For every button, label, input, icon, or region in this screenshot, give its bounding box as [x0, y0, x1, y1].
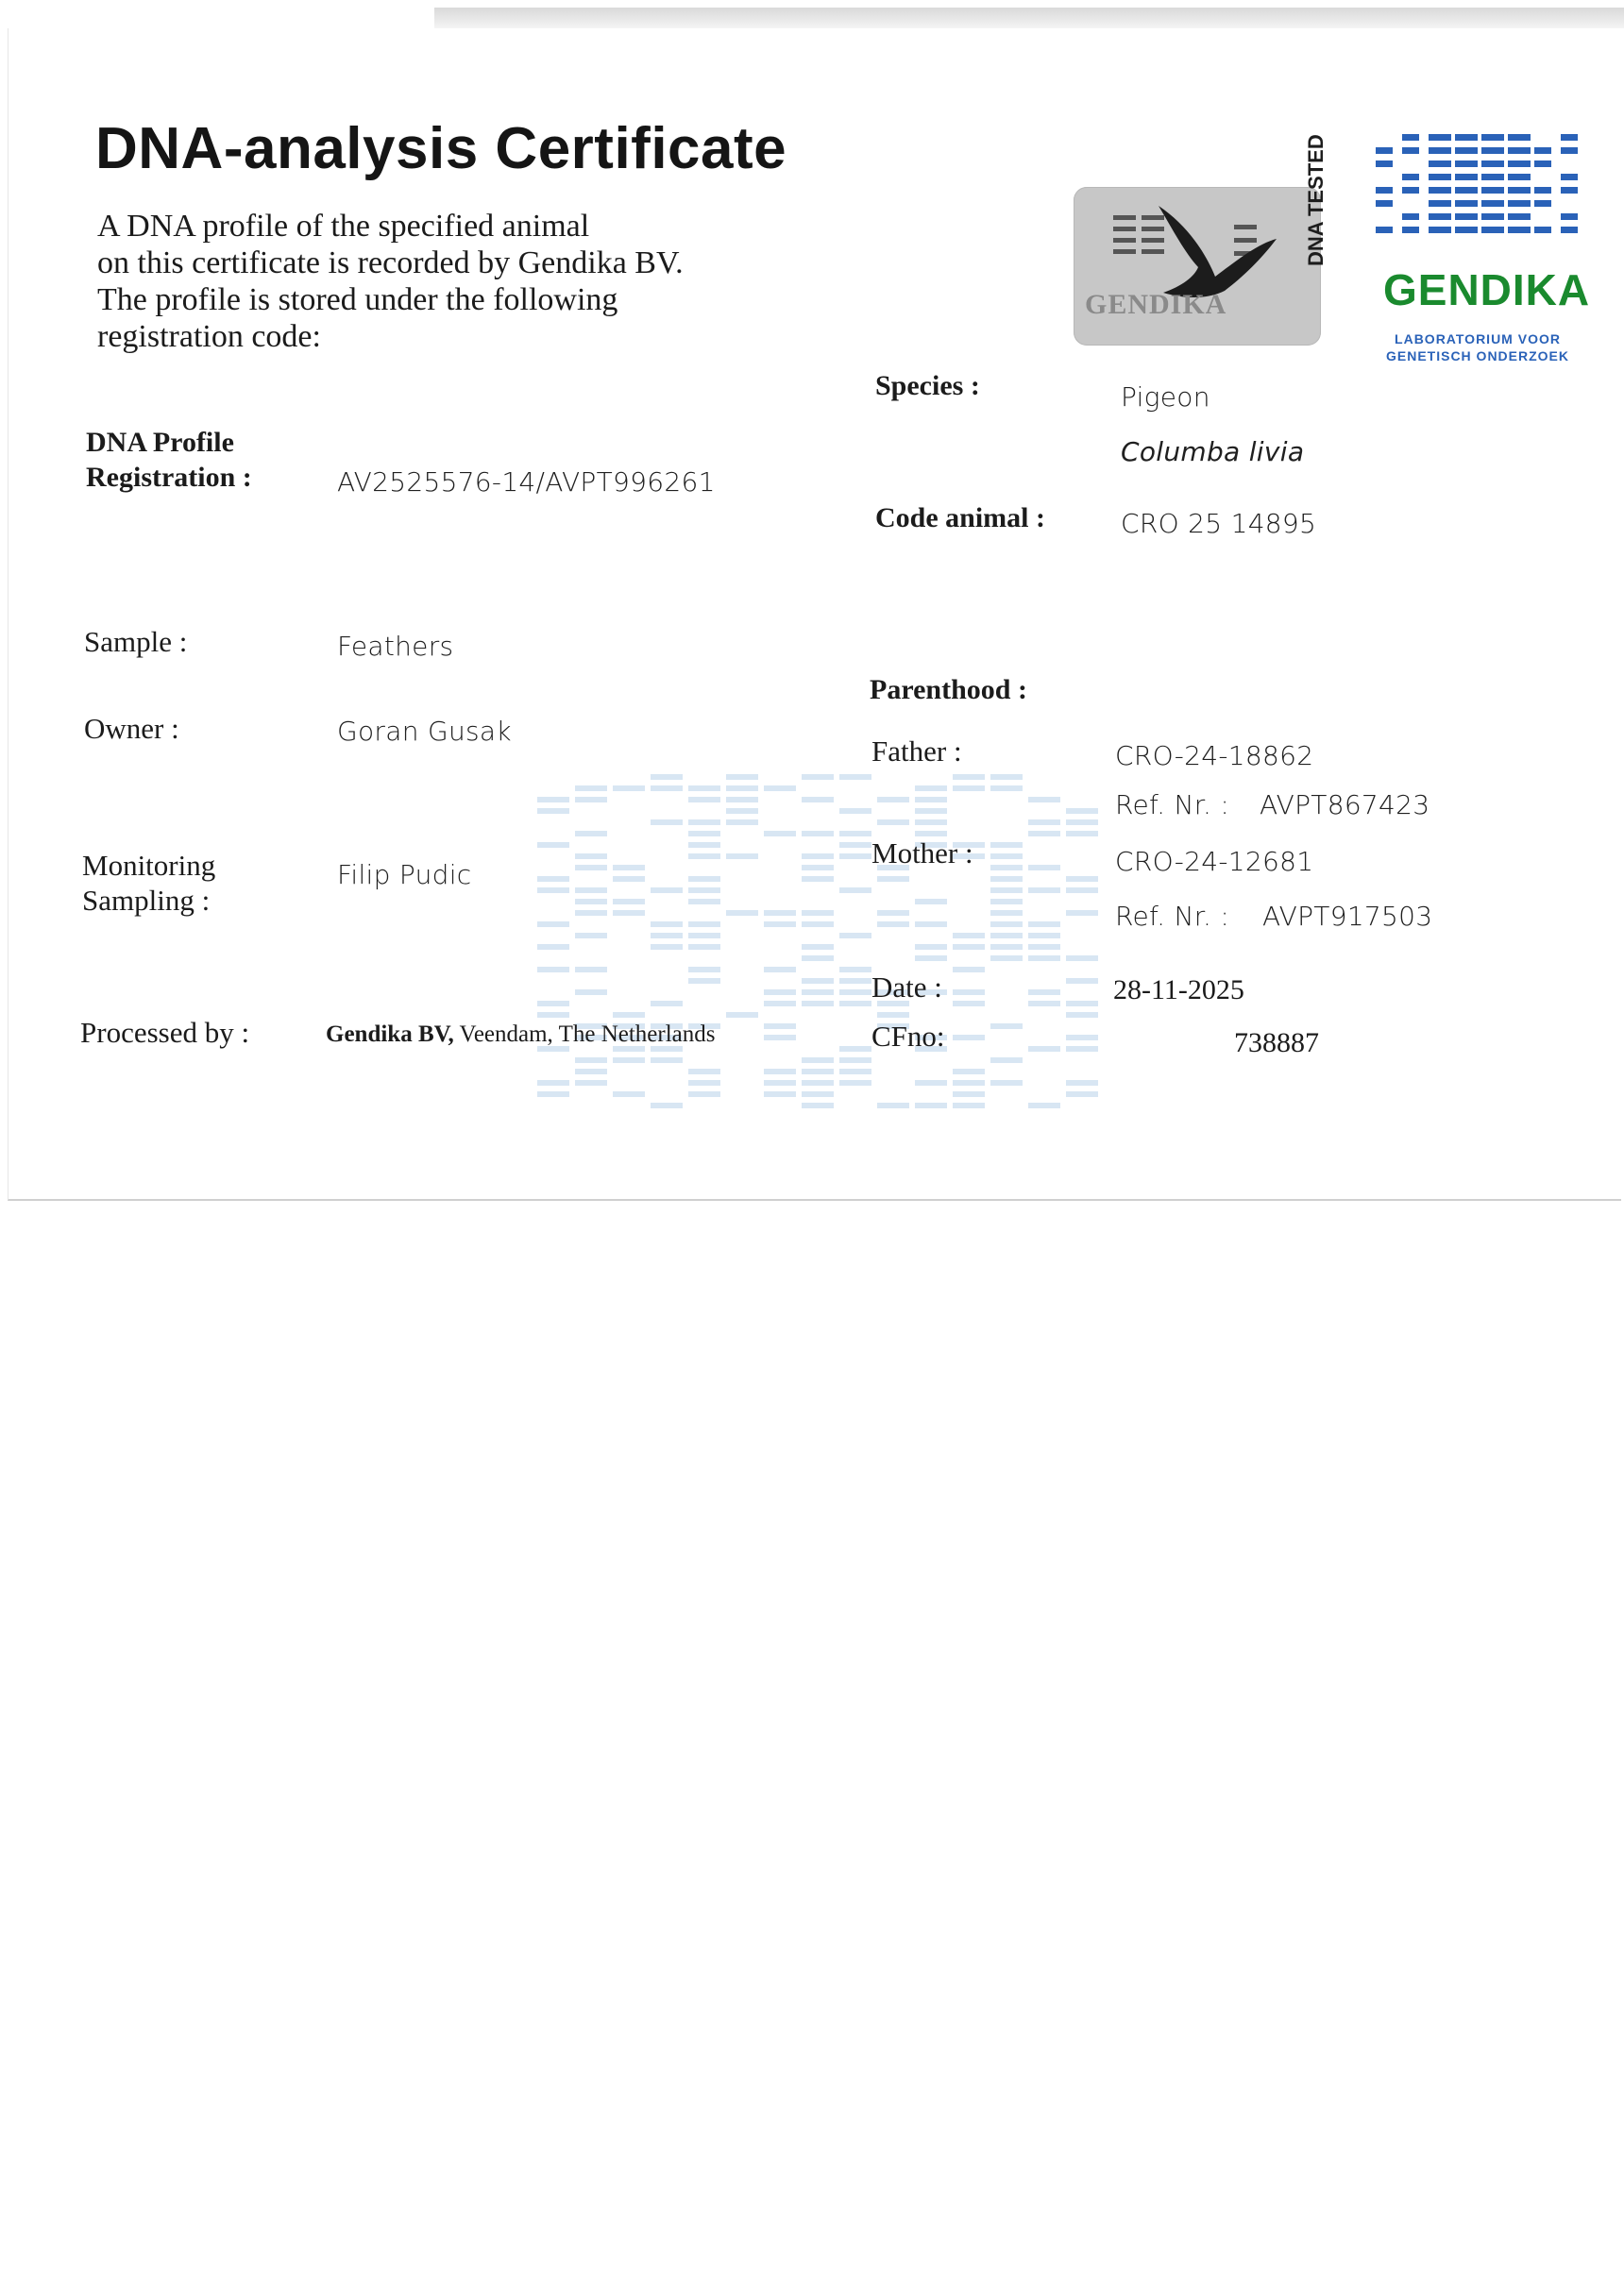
- seal-brand-name: GENDIKA: [1085, 289, 1227, 320]
- species-label: Species :: [875, 370, 980, 401]
- dna-tested-seal: [1074, 187, 1321, 346]
- processed-value: [326, 1021, 716, 1048]
- father-ref-label: Ref. Nr. :: [1115, 789, 1230, 820]
- certificate-page: [8, 28, 1621, 1201]
- owner-label: Owner :: [84, 712, 179, 745]
- registration-value: AV2525576-14/AVPT996261: [337, 466, 716, 498]
- gendika-logo-icon: [1374, 127, 1582, 259]
- mother-ref-value: AVPT917503: [1262, 901, 1433, 932]
- dna-watermark: [537, 765, 1123, 1114]
- cfno-value: 738887: [1234, 1027, 1319, 1058]
- father-label: Father :: [871, 734, 962, 768]
- father-value: CRO-24-18862: [1115, 740, 1314, 771]
- code-animal-value: CRO 25 14895: [1121, 508, 1317, 539]
- monitoring-label: Monitoring Sampling :: [82, 849, 216, 917]
- seal-side-text: DNA TESTED: [1304, 134, 1328, 266]
- logo-tagline: LABORATORIUM VOOR GENETISCH ONDERZOEK: [1385, 331, 1569, 363]
- species-latin: Columba livia: [1121, 436, 1305, 467]
- intro-line: The profile is stored under the following: [97, 282, 618, 317]
- intro-line: registration code:: [97, 319, 321, 354]
- date-label: Date :: [871, 971, 942, 1004]
- date-value: 28-11-2025: [1113, 974, 1244, 1005]
- cfno-label: CFno:: [871, 1020, 945, 1053]
- father-ref-value: AVPT867423: [1260, 789, 1430, 820]
- sample-value: Feathers: [337, 631, 454, 662]
- mother-ref-label: Ref. Nr. :: [1115, 901, 1230, 932]
- mother-value: CRO-24-12681: [1115, 846, 1314, 877]
- mother-label: Mother :: [871, 836, 973, 869]
- intro-line: on this certificate is recorded by Gendika BV.: [97, 245, 684, 280]
- registration-label: DNA Profile Registration :: [86, 427, 252, 493]
- monitoring-value: Filip Pudic: [337, 859, 472, 890]
- species-common: Pigeon: [1121, 381, 1210, 413]
- scan-top-edge: [434, 8, 1624, 28]
- intro-line: A DNA profile of the specified animal: [97, 209, 590, 244]
- processed-location: Veendam, The Netherlands: [459, 1021, 716, 1047]
- intro-text: [97, 208, 684, 355]
- parenthood-label: Parenthood :: [870, 674, 1027, 705]
- processed-label: Processed by :: [80, 1016, 250, 1049]
- logo-brand-name: GENDIKA: [1383, 265, 1591, 314]
- processed-company: Gendika BV,: [326, 1021, 454, 1047]
- seal-bird-graphic: [1074, 187, 1321, 346]
- sample-label: Sample :: [84, 625, 188, 658]
- certificate-title: DNA-analysis Certificate: [95, 116, 787, 181]
- code-animal-label: Code animal :: [875, 502, 1045, 533]
- owner-value: Goran Gusak: [337, 716, 512, 747]
